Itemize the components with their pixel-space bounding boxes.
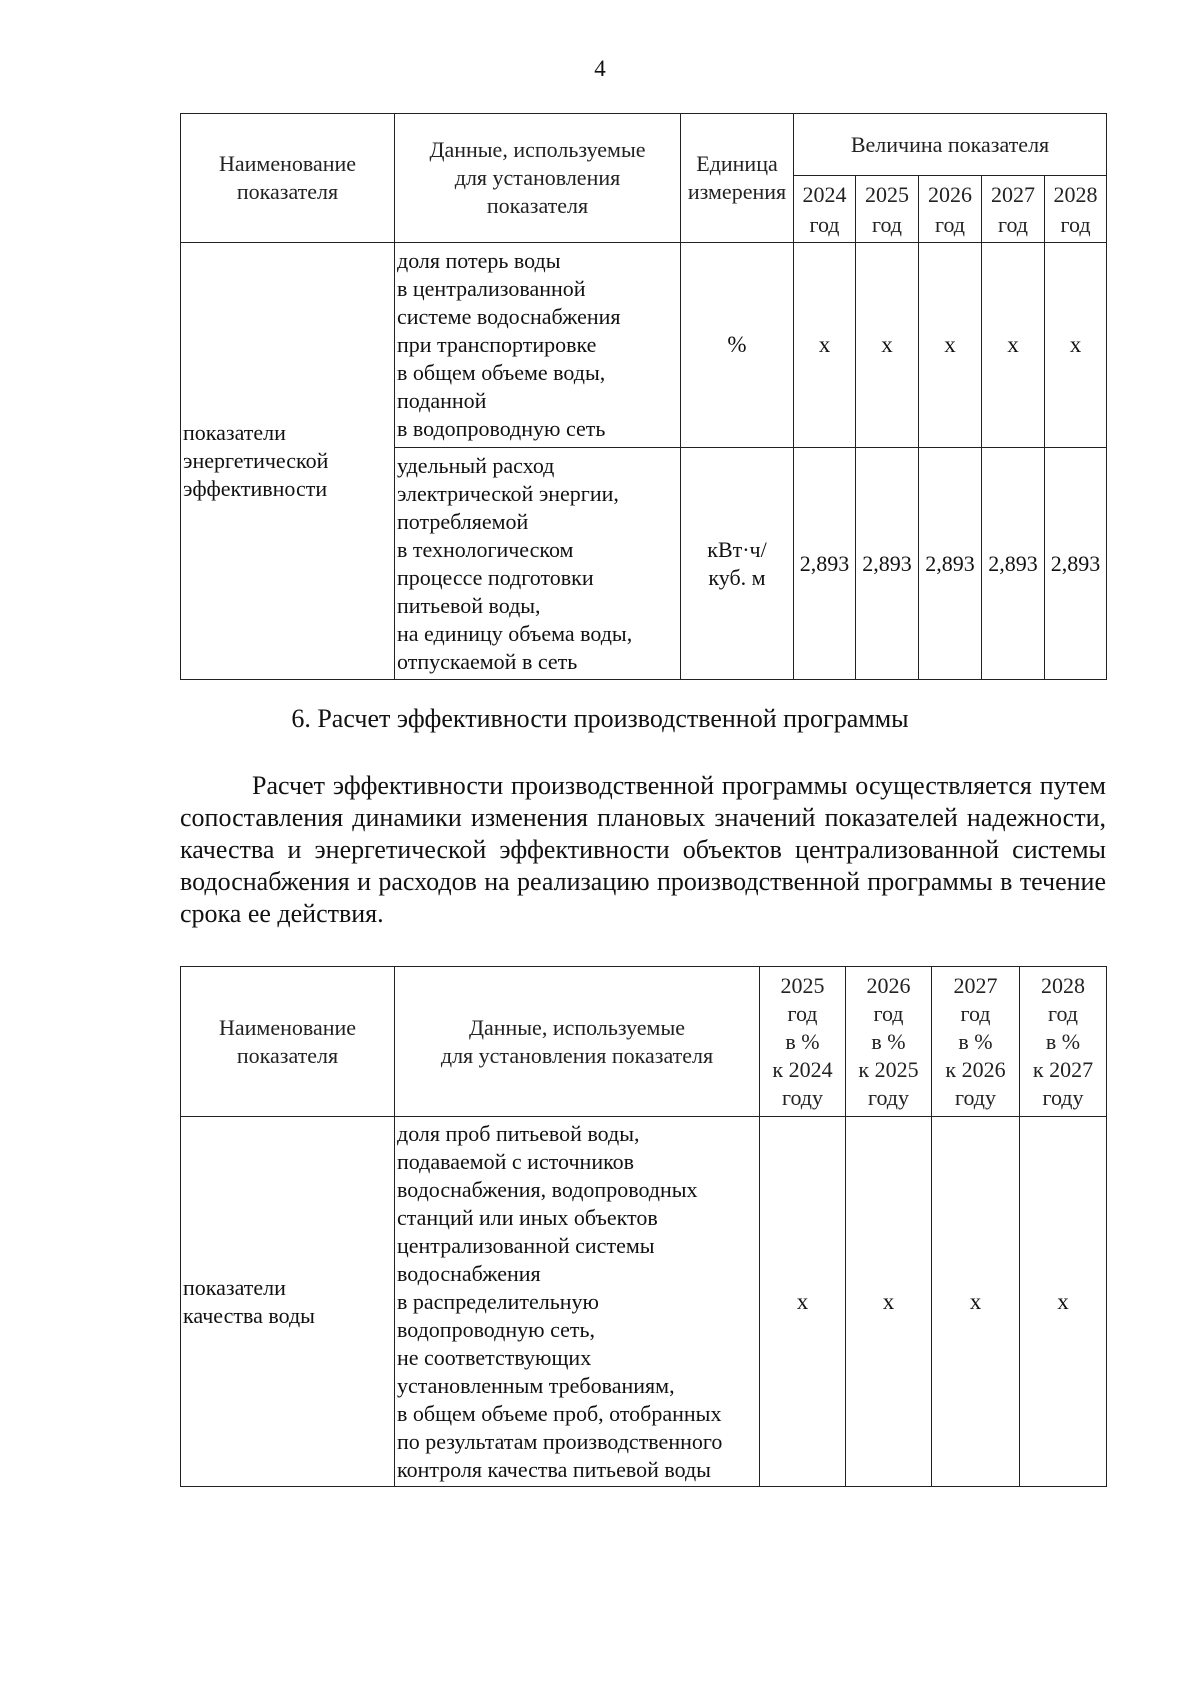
- data-description: удельный расход электрической энергии, потребляемой в технологическом процессе подготовки питьевой воды, на единицу объема воды, отпускаемой в сеть: [395, 448, 681, 680]
- header-year: 2025 год: [856, 176, 919, 243]
- header-year: 2026 год в % к 2025 году: [846, 967, 932, 1117]
- data-description: доля проб питьевой воды, подаваемой с источников водоснабжения, водопроводных станций или иных объектов централизованной системы водоснабжения в распределительную водопроводную сеть, не соответствующих установленным требованиям, в общем объеме проб, отобранных по результатам производственного контроля качества питьевой воды: [395, 1117, 760, 1487]
- value-cell: х: [1020, 1117, 1107, 1487]
- table-row: [181, 243, 1107, 448]
- value-cell: х: [932, 1117, 1020, 1487]
- value-cell: 2,893: [1045, 448, 1107, 680]
- unit-cell: кВт·ч/ куб. м: [681, 448, 794, 680]
- header-year: 2027 год в % к 2026 году: [932, 967, 1020, 1117]
- header-year: 2028 год: [1045, 176, 1107, 243]
- header-year: 2027 год: [982, 176, 1045, 243]
- value-cell: 2,893: [856, 448, 919, 680]
- page-number: 4: [594, 56, 606, 81]
- value-cell: х: [919, 243, 982, 448]
- value-cell: х: [1045, 243, 1107, 448]
- header-indicator-name: Наименование показателя: [181, 114, 395, 243]
- value-cell: 2,893: [982, 448, 1045, 680]
- indicator-group-name: показатели качества воды: [181, 1117, 395, 1487]
- header-indicator-name: Наименование показателя: [181, 967, 395, 1117]
- value-cell: 2,893: [794, 448, 856, 680]
- section-title: 6. Расчет эффективности производственной программы: [291, 704, 909, 733]
- value-cell: х: [794, 243, 856, 448]
- indicator-group-name: показатели энергетической эффективности: [181, 243, 395, 680]
- header-value-group: Величина показателя: [794, 114, 1107, 176]
- value-cell: х: [982, 243, 1045, 448]
- header-year: 2024 год: [794, 176, 856, 243]
- unit-cell: %: [681, 243, 794, 448]
- value-cell: х: [846, 1117, 932, 1487]
- header-year: 2028 год в % к 2027 году: [1020, 967, 1107, 1117]
- value-cell: 2,893: [919, 448, 982, 680]
- header-data-used: Данные, используемые для установления показателя: [395, 967, 760, 1117]
- table-row: [181, 1117, 1107, 1487]
- efficiency-calculation-table: [180, 966, 1107, 1487]
- header-year: 2025 год в % к 2024 году: [760, 967, 846, 1117]
- value-cell: х: [760, 1117, 846, 1487]
- data-description: доля потерь воды в централизованной системе водоснабжения при транспортировке в общем объеме воды, поданной в водопроводную сеть: [395, 243, 681, 448]
- energy-efficiency-table: [180, 113, 1107, 680]
- header-unit: Единица измерения: [681, 114, 794, 243]
- value-cell: х: [856, 243, 919, 448]
- header-data-used: Данные, используемые для установления показателя: [395, 114, 681, 243]
- header-year: 2026 год: [919, 176, 982, 243]
- body-paragraph: Расчет эффективности производственной программы осуществляется путем сопоставления динамики изменения плановых значений показателей надежности, качества и энергетической эффективности объектов централизованной системы водоснабжения и расходов на реализацию производственной программы в течение срока ее действия.: [180, 771, 1106, 928]
